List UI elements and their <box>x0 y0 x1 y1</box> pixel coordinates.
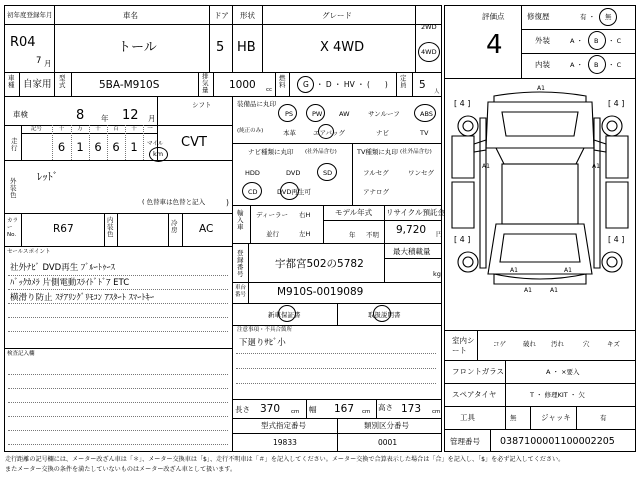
recycle-value: 9,720 <box>396 224 427 236</box>
shift-value: CVT <box>181 135 207 150</box>
interior-b-circle <box>588 55 606 74</box>
model-year-unit: 年 <box>349 231 356 239</box>
svg-text:[ 4 ]: [ 4 ] <box>608 99 625 108</box>
jack-label: ジャッキ <box>541 413 571 422</box>
score-label: 評価点 <box>482 12 505 21</box>
diagram-label-7: A1 <box>564 267 572 274</box>
jack-value: 有 <box>600 414 607 422</box>
plate-label: 登録番号 <box>237 249 244 279</box>
cc-unit: cc <box>266 87 273 93</box>
navi-cd: CD <box>248 188 258 196</box>
ac-label: 冷房 <box>171 219 178 235</box>
interior-label: 内装 <box>535 60 550 69</box>
room-item-1: コゲ <box>493 340 506 348</box>
mileage-header: 千 <box>95 126 101 132</box>
equip-leather: 本革 <box>283 129 296 137</box>
displacement-label: 排気量 <box>202 72 209 94</box>
exterior-selected: B <box>594 37 599 45</box>
model-label: 型式 <box>59 74 66 90</box>
import-dealer: ディーラー <box>256 211 288 219</box>
mileage-digit: 6 <box>112 140 120 154</box>
spare-label: スペアタイヤ <box>452 390 497 399</box>
navi-sd: SD <box>323 169 333 177</box>
class-number-label: 類別区分番号 <box>364 421 409 430</box>
mileage-header: 一 <box>147 126 153 132</box>
warranty-label: 新車保証書 <box>268 311 301 319</box>
navi-subtitle: (社外品含む) <box>305 149 337 155</box>
inspection-month-unit: 月 <box>148 114 156 123</box>
max-load-unit: kg <box>433 270 441 278</box>
equip-ps: PS <box>285 110 294 118</box>
glass-label: フロントガラス <box>452 367 505 376</box>
recycle-unit: 円 <box>436 230 443 238</box>
navi-cd-circle <box>242 182 262 200</box>
inspection-year: 8 <box>76 108 85 123</box>
exterior-tail: ・ C <box>608 37 622 45</box>
model-year-unknown: 不明 <box>366 231 379 239</box>
footer-line-1: 走行距離の記号欄には、メーター改ざん車は「＊」、メーター交換車は「$」、走行不明車は「＃」を記入してください。メーター交換で合算表示した場合は「合」を記入し、「$」を必ず記入してください。 <box>5 456 565 463</box>
drive-4wd: 4WD <box>421 48 437 56</box>
door-label: ドア <box>214 11 229 20</box>
mileage-header: 十 <box>131 126 137 132</box>
svg-text:[ 4 ]: [ 4 ] <box>454 99 471 108</box>
interior-tail: ・ C <box>608 61 622 69</box>
class-number-value: 0001 <box>378 438 398 447</box>
exterior-label: 外装 <box>535 36 550 45</box>
drive-4wd-circle <box>418 42 440 62</box>
import-label: 輸入車 <box>237 209 244 232</box>
interior-options: A ・ <box>570 61 584 69</box>
equip-ps-circle <box>278 104 297 122</box>
mileage-digit: 6 <box>57 140 66 154</box>
equip-abs-circle <box>414 104 436 122</box>
reg-year: R04 <box>10 35 36 50</box>
equip-airbag-circle <box>318 124 334 139</box>
diagram-label-2: A1 <box>482 163 490 170</box>
type-number-label: 型式指定番号 <box>261 421 306 430</box>
sales-point-label: セールスポイント <box>7 249 51 255</box>
drive-2wd: 2WD <box>421 23 437 31</box>
exterior-b-circle <box>588 31 606 50</box>
equipment-subtitle: (純正のみ) <box>237 128 264 134</box>
car-name: トール <box>118 40 157 55</box>
diagram-label-1: A1 <box>537 85 545 92</box>
color-value: ﾚｯﾄﾞ <box>37 171 58 183</box>
equipment-title-1: 装備品に丸印 <box>237 100 276 108</box>
length-label: 長さ <box>235 405 250 414</box>
mileage-digit: 6 <box>94 140 102 154</box>
inspection-label: 車検 <box>13 110 28 119</box>
score-value: 4 <box>486 30 503 60</box>
equip-sunroof: サンルーフ <box>368 110 400 118</box>
height-value: 173 <box>401 403 422 415</box>
chassis-value: M910S-0019089 <box>277 286 364 298</box>
fuel-options: ・ D ・ HV ・ ( ) <box>316 80 388 89</box>
equip-aw: AW <box>339 110 350 118</box>
mileage-label: 走行 <box>11 137 18 153</box>
room-item-3: 汚れ <box>551 340 564 348</box>
inspector-label: 検査記入欄 <box>7 351 35 357</box>
fuel-g-circle <box>297 76 314 93</box>
spare-value: T ・ 修理KIT ・ 欠 <box>530 391 585 399</box>
mile-label: マイル <box>147 141 164 147</box>
person-unit: 人 <box>434 89 440 95</box>
diagram-label-3: A1 <box>592 163 600 170</box>
shape-label: 形状 <box>240 11 255 20</box>
import-right: 右H <box>299 211 311 219</box>
length-unit: cm <box>291 409 300 415</box>
model-year-label: モデル年式 <box>335 208 373 217</box>
grade-value: X 4WD <box>320 40 365 55</box>
sales-point-line-3: 横滑り防止 ｽﾃｱﾘﾝｸﾞﾘﾓｺﾝ ｱｽﾀｰﾄ ｽﾏｰﾄｷｰ <box>10 293 155 303</box>
interior-selected: B <box>594 61 599 69</box>
max-load-label: 最大積載量 <box>393 247 431 256</box>
repair-none-circle <box>599 8 617 26</box>
width-unit: cm <box>362 409 371 415</box>
navi-dvd-play-circle <box>280 182 299 200</box>
interior-color-label: 内装色 <box>107 216 114 239</box>
chassis-label: 車台番号 <box>235 285 247 298</box>
notes-label: 注意事項・不具合箇所 <box>237 327 293 333</box>
tv-fullseg: フルセグ <box>363 169 389 177</box>
footer-line-2: またメーター交換の条件を満たしていないものはメーター改ざん車として扱います。 <box>5 466 237 473</box>
mileage-digit: 1 <box>76 140 84 154</box>
grade-label: グレード <box>322 11 352 20</box>
manual-label: 取扱説明書 <box>368 311 401 319</box>
sales-point-line-1: 社外ﾅﾋﾞ DVD再生 ﾌﾞﾙｰﾄｩｰｽ <box>10 263 115 273</box>
manual-circle <box>373 305 391 322</box>
repair-options: 有 ・ <box>580 13 596 21</box>
mileage-header: 記号 <box>30 126 42 132</box>
tv-analog: アナログ <box>363 188 389 196</box>
color-label: 外装色 <box>10 177 17 200</box>
mgmt-label: 管理番号 <box>450 437 480 446</box>
exterior-options: A ・ <box>570 37 584 45</box>
ac-value: AC <box>199 223 214 235</box>
room-item-5: キズ <box>607 340 620 348</box>
equip-tv: TV <box>420 129 429 137</box>
navi-dvd-play: DVD再生可 <box>277 188 311 196</box>
import-parallel: 並行 <box>266 230 279 238</box>
import-left: 左H <box>299 230 311 238</box>
shape-value: HB <box>237 40 256 55</box>
capacity-label: 定員 <box>400 74 407 90</box>
color-note-close: ) <box>226 198 229 207</box>
km-label: km <box>153 150 164 158</box>
equip-navi: ナビ <box>376 129 389 137</box>
recycle-label: リサイクル預託金 <box>386 208 445 217</box>
tool-value: 無 <box>510 414 517 422</box>
inspection-month: 12 <box>122 108 139 123</box>
mileage-header: 百 <box>113 126 119 132</box>
model-value: 5BA-M910S <box>99 79 160 91</box>
displacement-value: 1000 <box>229 79 256 91</box>
warranty-circle <box>278 305 296 322</box>
diagram-label-6: A1 <box>510 267 518 274</box>
mileage-digit: 1 <box>130 140 138 154</box>
mileage-header: 十 <box>58 126 65 132</box>
type-number-value: 19833 <box>273 438 297 447</box>
room-seat-label: 室内シート <box>452 336 475 355</box>
navi-dvd: DVD <box>286 169 301 177</box>
room-item-2: 破れ <box>523 340 536 348</box>
color-note: ( 色替車は色替と記入 <box>142 198 206 206</box>
height-label: 高さ <box>378 403 393 412</box>
equip-abs: ABS <box>420 110 433 118</box>
reg-date-label: 初年度登録年月 <box>7 11 53 19</box>
doors-value: 5 <box>216 40 225 55</box>
plate-value: 宇都宮502の5782 <box>275 258 364 270</box>
reg-month: 7 <box>36 56 42 66</box>
fuel-selected: G <box>303 80 309 89</box>
equip-pw-circle <box>306 104 325 122</box>
glass-value: A ・ ×要入 <box>546 368 580 376</box>
equip-airbag: エアバッグ <box>313 129 345 137</box>
inspection-year-unit: 年 <box>101 114 109 123</box>
mgmt-value: 0387100001100002205 <box>500 436 615 447</box>
use-label: 車種 <box>8 74 15 90</box>
length-value: 370 <box>260 403 281 415</box>
tool-label: 工具 <box>460 413 475 422</box>
navi-hdd: HDD <box>245 169 260 177</box>
sales-point-line-2: ﾊﾞｯｸｶﾒﾗ 片側電動ｽﾗｲﾄﾞﾄﾞｱ ETC <box>10 278 130 288</box>
capacity-value: 5 <box>419 79 426 91</box>
svg-text:[ 4 ]: [ 4 ] <box>454 235 471 244</box>
tv-oneseg: ワンセグ <box>408 169 434 177</box>
width-value: 167 <box>334 403 355 415</box>
navi-sd-circle <box>317 163 337 181</box>
diagram-label-4: A1 <box>524 287 532 294</box>
color-no-value: R67 <box>53 223 74 235</box>
height-unit: cm <box>432 409 441 415</box>
color-no-label: カラーNo. <box>7 218 19 239</box>
repair-selected: 無 <box>605 13 612 21</box>
shift-label: シフト <box>192 101 212 109</box>
use-value: 自家用 <box>23 79 52 90</box>
car-name-label: 車名 <box>123 11 138 20</box>
equip-pw: PW <box>312 110 323 118</box>
car-damage-diagram <box>444 78 636 330</box>
notes-value: 下廻りｻﾋﾞ小 <box>239 338 286 348</box>
km-circle <box>149 147 168 162</box>
tv-subtitle: (社外品含む) <box>400 149 432 155</box>
repair-label: 修復歴 <box>527 12 550 21</box>
mileage-header: 万 <box>77 126 83 132</box>
reg-month-unit: 月 <box>44 59 52 68</box>
svg-text:[ 4 ]: [ 4 ] <box>608 235 625 244</box>
width-label: 幅 <box>309 405 317 414</box>
tv-title: TV種類に丸印 <box>357 148 398 156</box>
diagram-label-5: A1 <box>550 287 558 294</box>
navi-title: ナビ種類に丸印 <box>248 148 294 156</box>
fuel-label: 燃料 <box>279 74 286 90</box>
room-item-4: 穴 <box>583 340 590 348</box>
